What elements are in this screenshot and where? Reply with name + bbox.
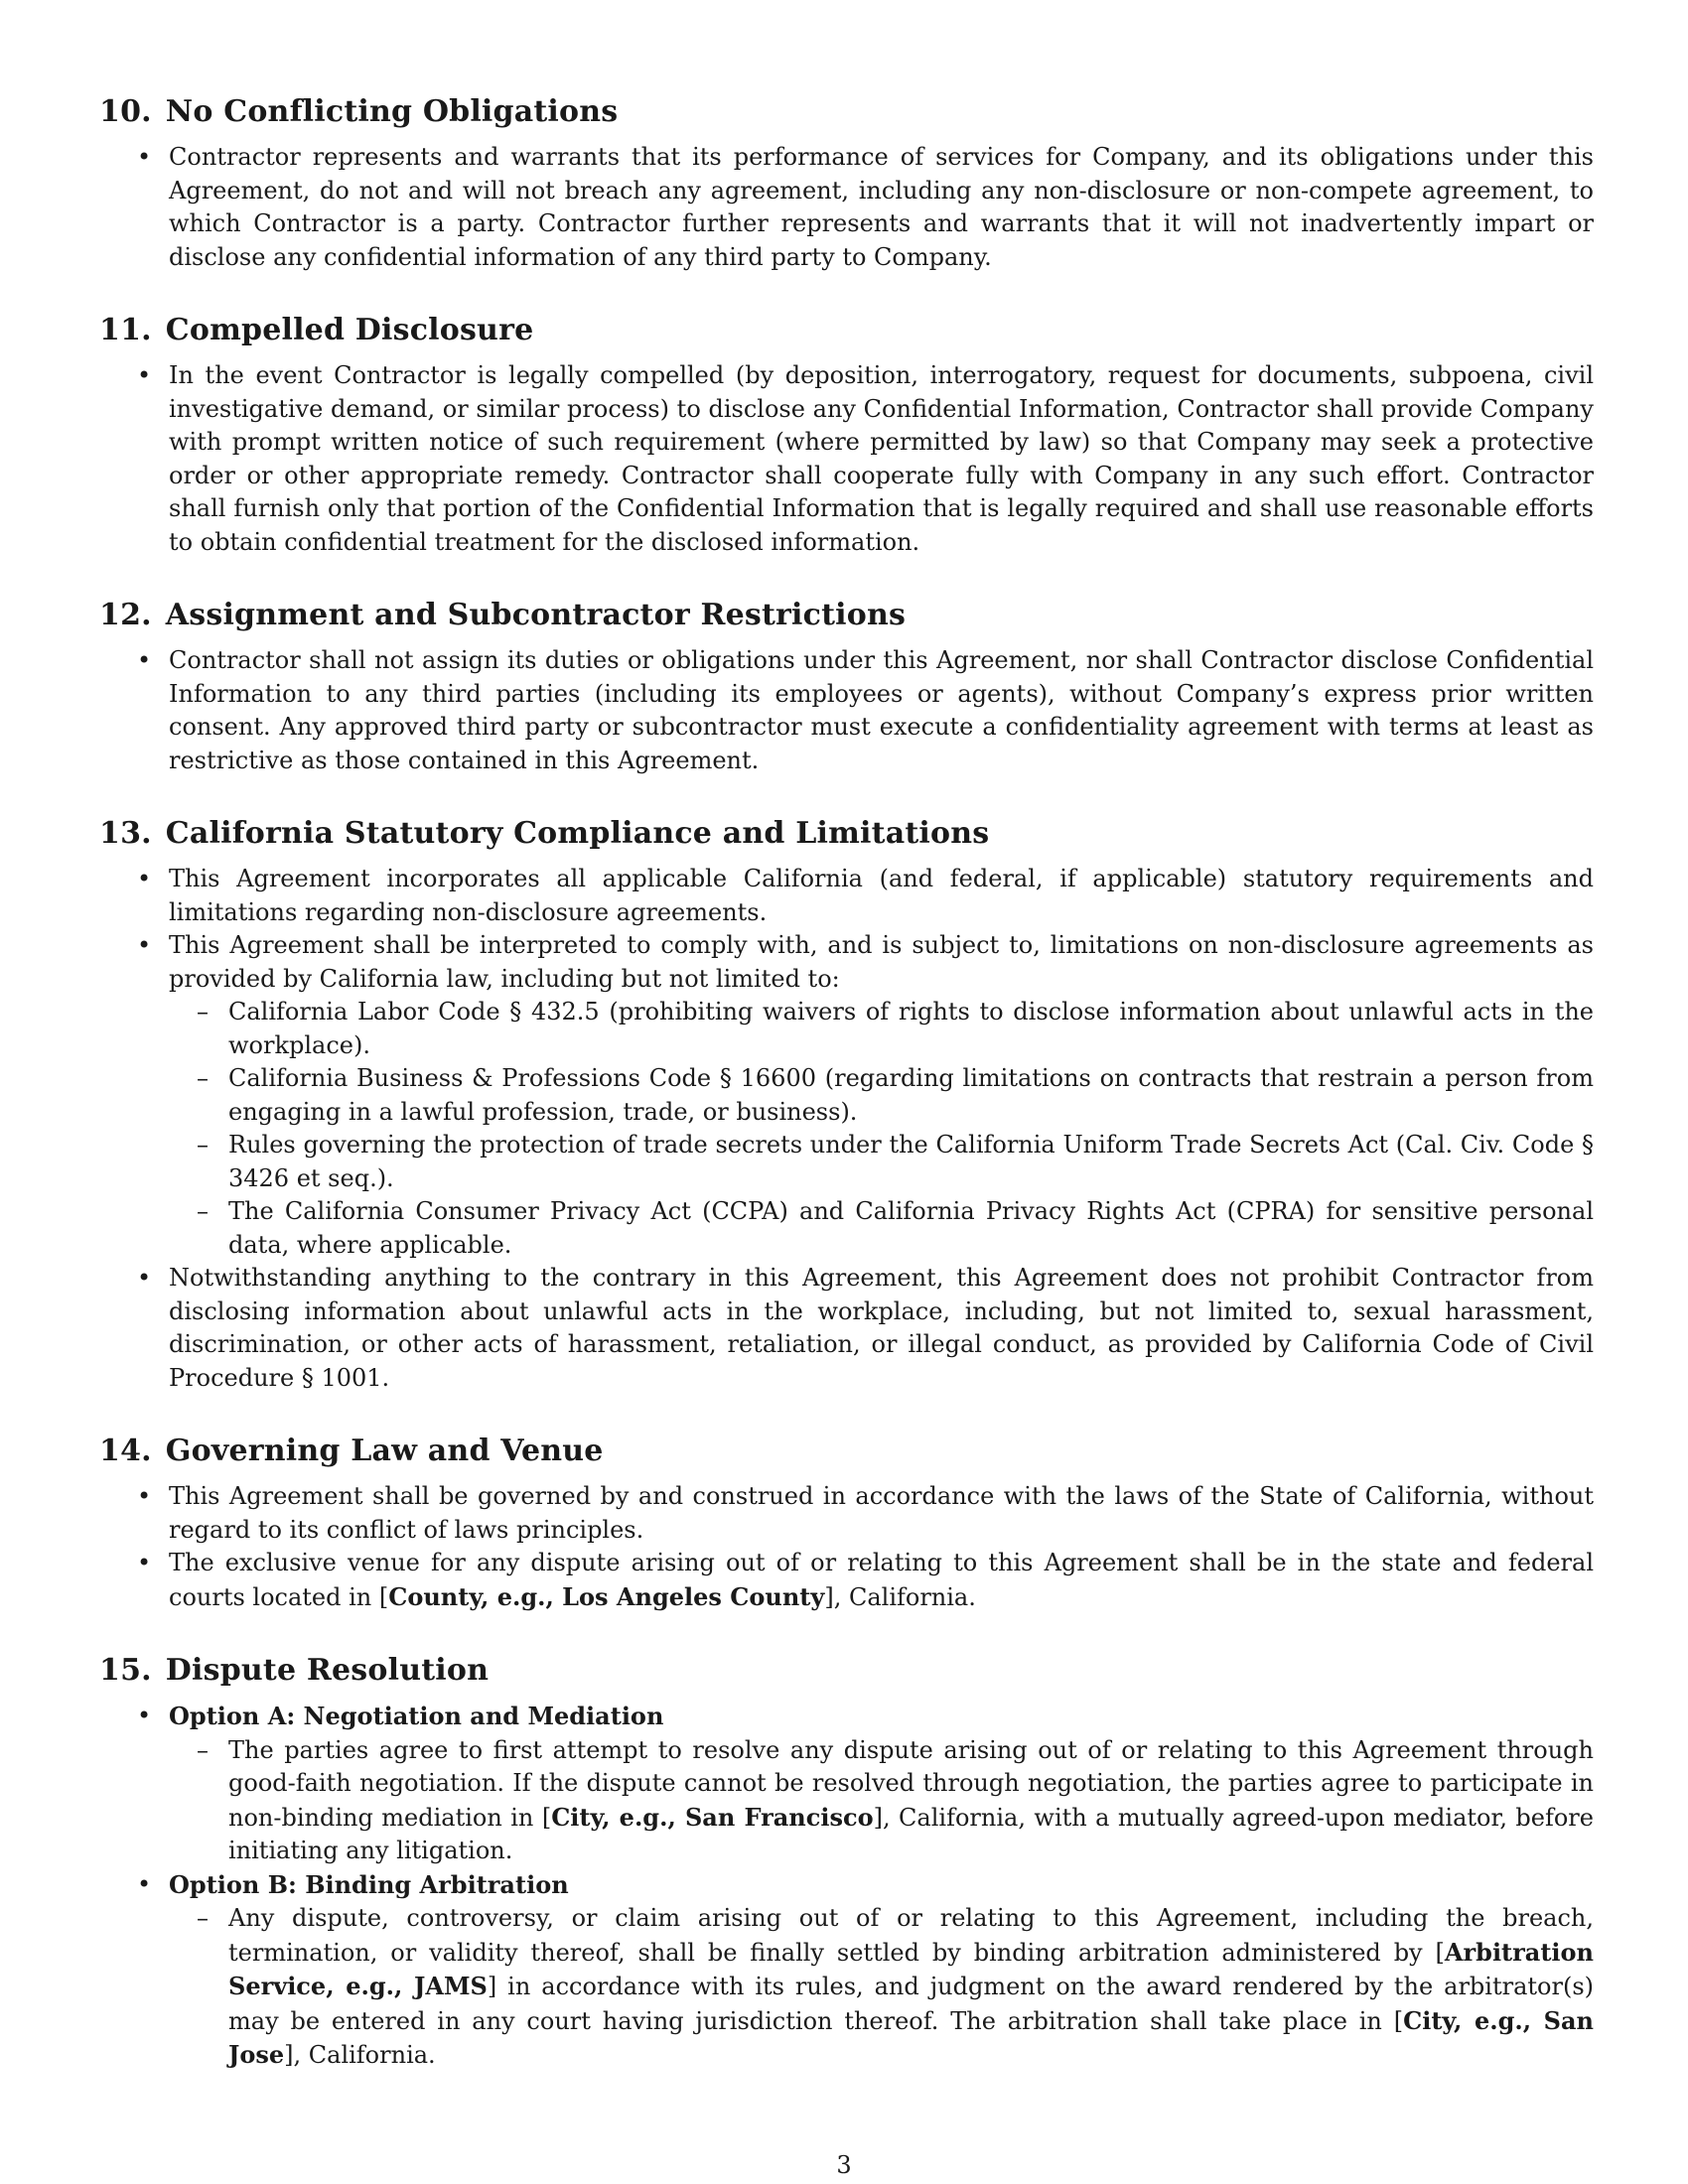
section-14 [99, 1429, 1594, 1614]
sub-list-item: – California Labor Code § 432.5 (prohibiting waivers of rights to disclose information about unlawful acts in the workplace). [169, 996, 1594, 1062]
sub-list-item [169, 1902, 1594, 2073]
section-10 [99, 89, 1594, 274]
list-item: • This Agreement incorporates all applicable California (and federal, if applicable) statutory requirements and limitations regarding non-disclosure agreements. [99, 863, 1594, 929]
option-a-text-post: ], California, with a mutually agreed-upon mediator, before initiating any litigation. [228, 1803, 1594, 1864]
section-13 [99, 811, 1594, 1395]
section-title: Compelled Disclosure [165, 313, 534, 347]
document-page [99, 89, 1594, 2107]
list-item-option-a [99, 1700, 1594, 1868]
arbitration-city-placeholder: City, e.g., San Jose [228, 2005, 1594, 2069]
section-title: No Conflicting Obligations [165, 94, 619, 129]
section-title: Assignment and Subcontractor Restrictions [165, 598, 907, 632]
section-number: 13. [99, 816, 152, 851]
arbitration-service-placeholder: Arbitration Service, e.g., JAMS [228, 1937, 1594, 2000]
section-12 [99, 593, 1594, 777]
list-item: • Contractor shall not assign its duties or obligations under this Agreement, nor shall Contractor disclose Confidential Information to any third parties (including its employees or agents), without Company’s express prior written consent. Any approved third party or subcontractor must execute a confidentiality agreement with terms at least as restrictive as those contained in this Agreement. [99, 644, 1594, 777]
section-number: 15. [99, 1653, 152, 1688]
list-item: • Notwithstanding anything to the contrary in this Agreement, this Agreement does not prohibit Contractor from disclosing information about unlawful acts in the workplace, including, but not limited to, sexual harassment, discrimination, or other acts of harassment, retaliation, or illegal conduct, as provided by California Code of Civil Procedure § 1001. [99, 1262, 1594, 1395]
bullet-list [99, 1480, 1594, 1614]
list-item-text: This Agreement shall be interpreted to comply with, and is subject to, limitations on non-disclosure agreements as provided by California law, including but not limited to: [169, 931, 1594, 993]
section-number: 10. [99, 94, 152, 129]
option-b-text-pre: Any dispute, controversy, or claim arising out of or relating to this Agreement, including the breach, termination, or validity thereof, shall be finally settled by binding arbitration administered by [ [228, 1904, 1594, 1967]
list-item: • This Agreement shall be governed by and construed in accordance with the laws of the State of California, without regard to its conflict of laws principles. [99, 1480, 1594, 1547]
sub-list [169, 1734, 1594, 1868]
option-a-label: Option A: Negotiation and Mediation [169, 1702, 664, 1730]
bullet-list [99, 644, 1594, 777]
list-item-option-b [99, 1868, 1594, 2073]
sub-list [169, 1902, 1594, 2073]
section-heading [99, 308, 1594, 353]
section-heading [99, 89, 1594, 135]
section-heading [99, 593, 1594, 638]
page-number: 3 [836, 2151, 852, 2179]
section-title: Dispute Resolution [165, 1653, 490, 1688]
sub-list [169, 996, 1594, 1262]
section-number: 11. [99, 313, 152, 347]
section-heading [99, 1429, 1594, 1474]
venue-text-pre: The exclusive venue for any dispute arising out of or relating to this Agreement shall be in the state and federal courts located in [ [169, 1549, 1594, 1611]
bullet-list [99, 863, 1594, 1395]
option-b-text-post: ], California. [284, 2041, 436, 2069]
section-heading [99, 811, 1594, 857]
sub-list-item: – The California Consumer Privacy Act (CCPA) and California Privacy Rights Act (CPRA) for sensitive personal data, where applicable. [169, 1195, 1594, 1262]
option-b-text-mid: ] in accordance with its rules, and judgment on the award rendered by the arbitrator(s) may be entered in any court having jurisdiction thereof. The arbitration shall take place in [ [228, 1973, 1594, 2035]
section-11 [99, 308, 1594, 559]
section-title: California Statutory Compliance and Limitations [165, 816, 990, 851]
option-a-text-pre: The parties agree to first attempt to resolve any dispute arising out of or relating to this Agreement through good-faith negotiation. If the dispute cannot be resolved through negotiation, the parties agree to participate in non-binding mediation in [ [228, 1735, 1594, 1832]
section-heading [99, 1648, 1594, 1694]
section-title: Governing Law and Venue [165, 1433, 604, 1468]
list-item [99, 1547, 1594, 1614]
section-number: 14. [99, 1433, 152, 1468]
list-item [99, 929, 1594, 1262]
sub-list-item: – California Business & Professions Code § 16600 (regarding limitations on contracts that restrain a person from engaging in a lawful profession, trade, or business). [169, 1062, 1594, 1129]
bullet-list [99, 1700, 1594, 2073]
bullet-list [99, 141, 1594, 274]
section-15 [99, 1648, 1594, 2073]
mediation-city-placeholder: City, e.g., San Francisco [551, 1802, 874, 1832]
bullet-list [99, 359, 1594, 559]
sub-list-item: – Rules governing the protection of trade secrets under the California Uniform Trade Secrets Act (Cal. Civ. Code § 3426 et seq.). [169, 1129, 1594, 1195]
option-b-label: Option B: Binding Arbitration [169, 1869, 569, 1899]
venue-placeholder: County, e.g., Los Angeles County [388, 1581, 825, 1611]
venue-text-post: ], California. [824, 1582, 976, 1611]
sub-list-item [169, 1734, 1594, 1868]
section-number: 12. [99, 598, 152, 632]
list-item: • Contractor represents and warrants that its performance of services for Company, and its obligations under this Agreement, do not and will not breach any agreement, including any non-disclosure or non-compete agreement, to which Contractor is a party. Contractor further represents and warrants that it will not inadvertently impart or disclose any confidential information of any third party to Company. [99, 141, 1594, 274]
list-item: • In the event Contractor is legally compelled (by deposition, interrogatory, request for documents, subpoena, civil investigative demand, or similar process) to disclose any Confidential Information, Contractor shall provide Company with prompt written notice of such requirement (where permitted by law) so that Company may seek a protective order or other appropriate remedy. Contractor shall cooperate fully with Company in any such effort. Contractor shall furnish only that portion of the Confidential Information that is legally required and shall use reasonable efforts to obtain confidential treatment for the disclosed information. [99, 359, 1594, 559]
